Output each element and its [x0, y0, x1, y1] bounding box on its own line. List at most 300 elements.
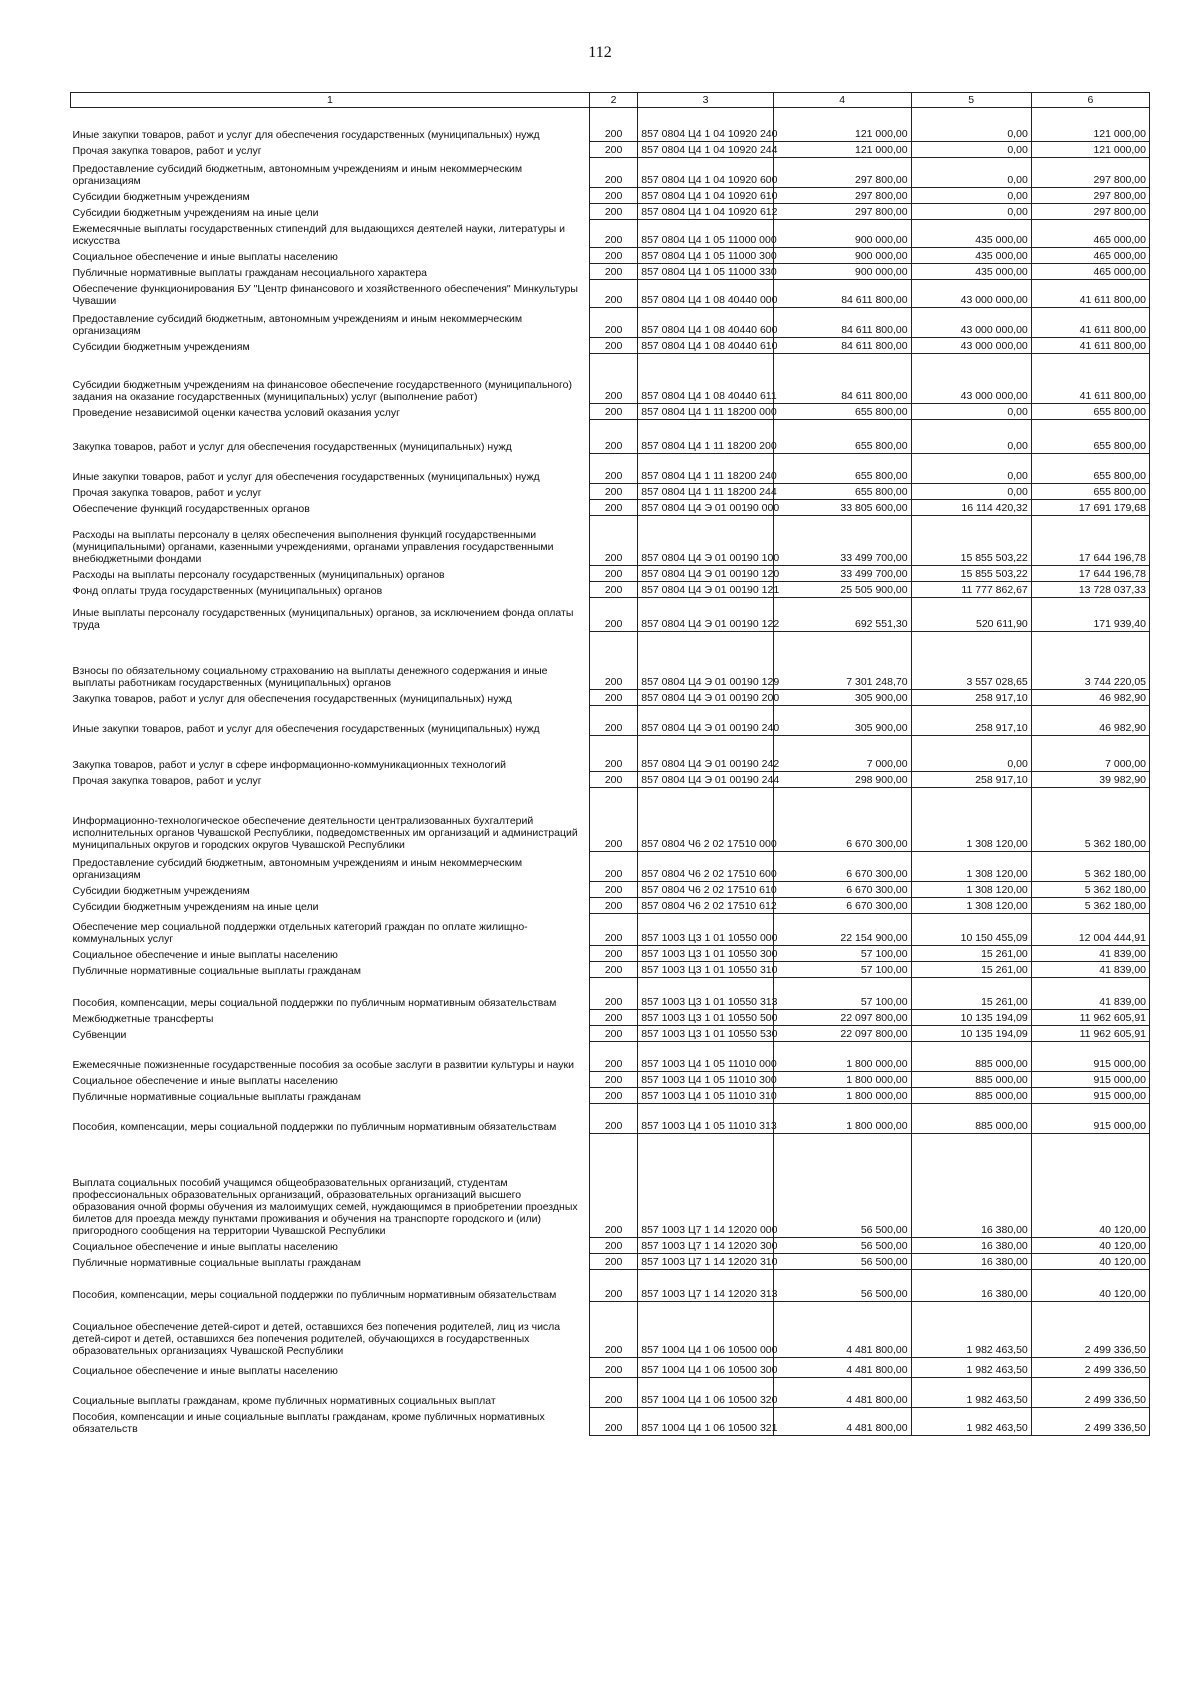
table-row	[71, 1302, 1150, 1358]
row-rz: 200	[589, 690, 637, 706]
row-remaining-amount: 41 611 800,00	[1031, 354, 1149, 404]
row-name: Прочая закупка товаров, работ и услуг	[72, 144, 262, 157]
row-remaining-amount: 40 120,00	[1031, 1254, 1149, 1270]
row-code: 857 0804 Ц4 Э 01 00190 200	[638, 690, 774, 706]
table-row	[71, 690, 1150, 706]
row-executed-amount: 0,00	[911, 736, 1031, 772]
table-row	[71, 946, 1150, 962]
row-code: 857 0804 Ц4 1 05 11000 300	[638, 248, 774, 264]
row-plan-amount: 84 611 800,00	[773, 280, 911, 308]
row-plan-amount: 22 154 900,00	[773, 914, 911, 946]
row-executed-amount: 15 855 503,22	[911, 566, 1031, 582]
table-row	[71, 142, 1150, 158]
row-code: 857 0804 Ц4 1 04 10920 244	[638, 142, 774, 158]
row-rz: 200	[589, 516, 637, 566]
row-name: Социальное обеспечение и иные выплаты населению	[72, 948, 338, 961]
row-remaining-amount: 46 982,90	[1031, 690, 1149, 706]
row-plan-amount: 84 611 800,00	[773, 338, 911, 354]
row-rz: 200	[589, 338, 637, 354]
row-executed-amount: 3 557 028,65	[911, 632, 1031, 690]
row-rz: 200	[589, 852, 637, 882]
row-plan-amount: 298 900,00	[773, 772, 911, 788]
row-code: 857 1003 Ц7 1 14 12020 000	[638, 1134, 774, 1238]
row-name: Прочая закупка товаров, работ и услуг	[72, 486, 262, 499]
row-remaining-amount: 39 982,90	[1031, 772, 1149, 788]
table-row	[71, 354, 1150, 404]
row-name: Расходы на выплаты персоналу в целях обеспечения выполнения функций государственными (муниципальными) органами, казенными учреждениями, органами управления государственными внебюджетными фондами	[72, 528, 554, 565]
row-remaining-amount: 297 800,00	[1031, 188, 1149, 204]
row-remaining-amount: 41 839,00	[1031, 962, 1149, 978]
table-row	[71, 1378, 1150, 1408]
row-executed-amount: 0,00	[911, 108, 1031, 142]
row-name: Публичные нормативные выплаты гражданам несоциального характера	[72, 266, 428, 279]
table-row	[71, 914, 1150, 946]
row-executed-amount: 885 000,00	[911, 1088, 1031, 1104]
row-code: 857 1003 Ц7 1 14 12020 313	[638, 1270, 774, 1302]
row-rz: 200	[589, 962, 637, 978]
row-plan-amount: 6 670 300,00	[773, 882, 911, 898]
row-rz: 200	[589, 1088, 637, 1104]
row-remaining-amount: 2 499 336,50	[1031, 1378, 1149, 1408]
row-rz: 200	[589, 404, 637, 420]
row-name: Проведение независимой оценки качества условий оказания услуг	[72, 406, 400, 419]
row-code: 857 0804 Ц4 1 04 10920 240	[638, 108, 774, 142]
row-rz: 200	[589, 1238, 637, 1254]
row-name: Иные выплаты персоналу государственных (муниципальных) органов, за исключением фонда оплаты труда	[72, 606, 574, 631]
table-row	[71, 454, 1150, 484]
row-remaining-amount: 915 000,00	[1031, 1104, 1149, 1134]
row-remaining-amount: 12 004 444,91	[1031, 914, 1149, 946]
table-row	[71, 500, 1150, 516]
row-executed-amount: 0,00	[911, 204, 1031, 220]
row-executed-amount: 10 150 455,09	[911, 914, 1031, 946]
row-code: 857 1004 Ц4 1 06 10500 320	[638, 1378, 774, 1408]
row-plan-amount: 56 500,00	[773, 1270, 911, 1302]
row-name: Субвенции	[72, 1028, 127, 1041]
row-rz: 200	[589, 946, 637, 962]
row-rz: 200	[589, 914, 637, 946]
row-executed-amount: 16 380,00	[911, 1270, 1031, 1302]
row-name: Предоставление субсидий бюджетным, автономным учреждениям и иным некоммерческим организациям	[72, 312, 523, 337]
column-header-4: 4	[773, 93, 911, 108]
row-rz: 200	[589, 1358, 637, 1378]
row-code: 857 0804 Ч6 2 02 17510 000	[638, 788, 774, 852]
row-executed-amount: 885 000,00	[911, 1042, 1031, 1072]
row-code: 857 0804 Ц4 1 11 18200 200	[638, 420, 774, 454]
row-code: 857 0804 Ц4 1 04 10920 612	[638, 204, 774, 220]
row-rz: 200	[589, 1026, 637, 1042]
row-executed-amount: 258 917,10	[911, 706, 1031, 736]
row-executed-amount: 15 855 503,22	[911, 516, 1031, 566]
column-header-2: 2	[589, 93, 637, 108]
row-name: Социальное обеспечение и иные выплаты населению	[72, 1074, 338, 1087]
row-code: 857 0804 Ц4 Э 01 00190 244	[638, 772, 774, 788]
row-rz: 200	[589, 978, 637, 1010]
row-remaining-amount: 11 962 605,91	[1031, 1026, 1149, 1042]
row-code: 857 0804 Ц4 1 05 11000 000	[638, 220, 774, 248]
row-plan-amount: 33 499 700,00	[773, 566, 911, 582]
row-executed-amount: 43 000 000,00	[911, 308, 1031, 338]
table-row	[71, 1134, 1150, 1238]
table-row	[71, 598, 1150, 632]
row-code: 857 0804 Ц4 1 08 40440 000	[638, 280, 774, 308]
row-remaining-amount: 41 611 800,00	[1031, 338, 1149, 354]
row-remaining-amount: 121 000,00	[1031, 142, 1149, 158]
row-executed-amount: 15 261,00	[911, 962, 1031, 978]
row-rz: 200	[589, 566, 637, 582]
row-plan-amount: 22 097 800,00	[773, 1010, 911, 1026]
row-name: Информационно-технологическое обеспечение деятельности централизованных бухгалтерий исполнительных органов Чувашской Республики, подведомственных им организаций и администраций муниципальных округов и городских округов Чувашской Республики	[72, 814, 578, 851]
row-rz: 200	[589, 706, 637, 736]
row-executed-amount: 0,00	[911, 420, 1031, 454]
row-code: 857 0804 Ц4 1 05 11000 330	[638, 264, 774, 280]
row-remaining-amount: 655 800,00	[1031, 420, 1149, 454]
row-code: 857 0804 Ц4 1 08 40440 611	[638, 354, 774, 404]
table-row	[71, 1072, 1150, 1088]
table-row	[71, 204, 1150, 220]
row-rz: 200	[589, 1134, 637, 1238]
row-executed-amount: 1 982 463,50	[911, 1408, 1031, 1436]
row-plan-amount: 655 800,00	[773, 454, 911, 484]
row-plan-amount: 57 100,00	[773, 946, 911, 962]
table-row	[71, 484, 1150, 500]
row-name: Субсидии бюджетным учреждениям на иные цели	[72, 206, 319, 219]
row-plan-amount: 121 000,00	[773, 108, 911, 142]
row-executed-amount: 1 982 463,50	[911, 1302, 1031, 1358]
row-plan-amount: 6 670 300,00	[773, 788, 911, 852]
row-code: 857 0804 Ц4 Э 01 00190 129	[638, 632, 774, 690]
table-row	[71, 1254, 1150, 1270]
row-plan-amount: 900 000,00	[773, 264, 911, 280]
row-name: Социальные выплаты гражданам, кроме публичных нормативных социальных выплат	[72, 1394, 496, 1407]
table-row	[71, 582, 1150, 598]
row-rz: 200	[589, 1010, 637, 1026]
row-remaining-amount: 297 800,00	[1031, 158, 1149, 188]
row-plan-amount: 56 500,00	[773, 1254, 911, 1270]
column-number-row	[71, 93, 1150, 108]
table-row	[71, 736, 1150, 772]
row-remaining-amount: 655 800,00	[1031, 454, 1149, 484]
row-executed-amount: 43 000 000,00	[911, 280, 1031, 308]
row-code: 857 1003 Ц7 1 14 12020 310	[638, 1254, 774, 1270]
row-executed-amount: 1 308 120,00	[911, 898, 1031, 914]
row-name: Межбюджетные трансферты	[72, 1012, 214, 1025]
row-executed-amount: 16 380,00	[911, 1134, 1031, 1238]
row-remaining-amount: 17 644 196,78	[1031, 566, 1149, 582]
row-plan-amount: 297 800,00	[773, 158, 911, 188]
budget-table	[70, 92, 1150, 1436]
row-remaining-amount: 41 611 800,00	[1031, 280, 1149, 308]
row-executed-amount: 0,00	[911, 158, 1031, 188]
row-rz: 200	[589, 1104, 637, 1134]
row-name: Выплата социальных пособий учащимся общеобразовательных организаций, студентам профессиональных образовательных организаций, образовательных организаций высшего образования очной формы обучения из малоимущих семей, нуждающимся в приобретении проездных билетов для проезда между пунктами проживания и обучения на транспорте городского и (или) пригородного сообщения на территории Чувашской Республики	[72, 1176, 578, 1237]
row-name: Субсидии бюджетным учреждениям	[72, 884, 250, 897]
row-rz: 200	[589, 1270, 637, 1302]
row-plan-amount: 900 000,00	[773, 220, 911, 248]
row-remaining-amount: 46 982,90	[1031, 706, 1149, 736]
row-executed-amount: 43 000 000,00	[911, 338, 1031, 354]
row-plan-amount: 1 800 000,00	[773, 1088, 911, 1104]
row-rz: 200	[589, 484, 637, 500]
row-remaining-amount: 40 120,00	[1031, 1270, 1149, 1302]
row-executed-amount: 15 261,00	[911, 946, 1031, 962]
row-executed-amount: 1 982 463,50	[911, 1378, 1031, 1408]
row-executed-amount: 435 000,00	[911, 264, 1031, 280]
table-row	[71, 220, 1150, 248]
table-row	[71, 404, 1150, 420]
row-remaining-amount: 171 939,40	[1031, 598, 1149, 632]
row-code: 857 0804 Ц4 Э 01 00190 240	[638, 706, 774, 736]
row-code: 857 0804 Ц4 Э 01 00190 122	[638, 598, 774, 632]
row-plan-amount: 7 301 248,70	[773, 632, 911, 690]
row-plan-amount: 4 481 800,00	[773, 1408, 911, 1436]
row-executed-amount: 15 261,00	[911, 978, 1031, 1010]
table-row	[71, 706, 1150, 736]
row-plan-amount: 56 500,00	[773, 1238, 911, 1254]
row-name: Предоставление субсидий бюджетным, автономным учреждениям и иным некоммерческим организациям	[72, 162, 523, 187]
row-code: 857 0804 Ц4 Э 01 00190 121	[638, 582, 774, 598]
row-plan-amount: 6 670 300,00	[773, 852, 911, 882]
row-plan-amount: 33 499 700,00	[773, 516, 911, 566]
row-plan-amount: 4 481 800,00	[773, 1378, 911, 1408]
table-row	[71, 1088, 1150, 1104]
row-executed-amount: 16 380,00	[911, 1254, 1031, 1270]
row-name: Расходы на выплаты персоналу государственных (муниципальных) органов	[72, 568, 445, 581]
row-remaining-amount: 121 000,00	[1031, 108, 1149, 142]
row-remaining-amount: 17 691 179,68	[1031, 500, 1149, 516]
row-rz: 200	[589, 158, 637, 188]
table-row	[71, 280, 1150, 308]
row-code: 857 1004 Ц4 1 06 10500 000	[638, 1302, 774, 1358]
row-plan-amount: 655 800,00	[773, 404, 911, 420]
row-plan-amount: 84 611 800,00	[773, 354, 911, 404]
row-rz: 200	[589, 220, 637, 248]
table-row	[71, 1104, 1150, 1134]
row-code: 857 0804 Ц4 Э 01 00190 100	[638, 516, 774, 566]
row-plan-amount: 305 900,00	[773, 690, 911, 706]
row-name: Публичные нормативные социальные выплаты гражданам	[72, 1256, 361, 1269]
row-code: 857 1003 Ц4 1 05 11010 313	[638, 1104, 774, 1134]
row-remaining-amount: 11 962 605,91	[1031, 1010, 1149, 1026]
row-name: Иные закупки товаров, работ и услуг для обеспечения государственных (муниципальных) нужд	[72, 470, 540, 483]
row-remaining-amount: 915 000,00	[1031, 1042, 1149, 1072]
row-code: 857 0804 Ц4 Э 01 00190 120	[638, 566, 774, 582]
table-row	[71, 788, 1150, 852]
row-rz: 200	[589, 1042, 637, 1072]
column-header-6: 6	[1031, 93, 1149, 108]
table-row	[71, 248, 1150, 264]
row-rz: 200	[589, 204, 637, 220]
row-executed-amount: 885 000,00	[911, 1072, 1031, 1088]
row-name: Субсидии бюджетным учреждениям	[72, 340, 250, 353]
row-name: Социальное обеспечение и иные выплаты населению	[72, 1240, 338, 1253]
row-name: Обеспечение функционирования БУ "Центр финансового и хозяйственного обеспечения" Минкультуры Чувашии	[72, 282, 578, 307]
row-code: 857 1004 Ц4 1 06 10500 300	[638, 1358, 774, 1378]
row-remaining-amount: 41 839,00	[1031, 978, 1149, 1010]
row-remaining-amount: 2 499 336,50	[1031, 1302, 1149, 1358]
row-remaining-amount: 2 499 336,50	[1031, 1358, 1149, 1378]
row-remaining-amount: 7 000,00	[1031, 736, 1149, 772]
row-rz: 200	[589, 882, 637, 898]
row-rz: 200	[589, 420, 637, 454]
row-name: Закупка товаров, работ и услуг в сфере информационно-коммуникационных технологий	[72, 758, 506, 771]
table-row	[71, 978, 1150, 1010]
table-row	[71, 1010, 1150, 1026]
row-code: 857 1003 Ц3 1 01 10550 000	[638, 914, 774, 946]
row-plan-amount: 297 800,00	[773, 204, 911, 220]
row-plan-amount: 4 481 800,00	[773, 1358, 911, 1378]
row-rz: 200	[589, 248, 637, 264]
table-row	[71, 1358, 1150, 1378]
row-rz: 200	[589, 354, 637, 404]
row-code: 857 0804 Ц4 1 08 40440 600	[638, 308, 774, 338]
row-name: Ежемесячные пожизненные государственные пособия за особые заслуги в развитии культуры и науки	[72, 1058, 574, 1071]
table-body	[71, 108, 1150, 1436]
row-plan-amount: 1 800 000,00	[773, 1072, 911, 1088]
row-plan-amount: 57 100,00	[773, 978, 911, 1010]
row-remaining-amount: 40 120,00	[1031, 1134, 1149, 1238]
row-plan-amount: 121 000,00	[773, 142, 911, 158]
row-rz: 200	[589, 308, 637, 338]
row-executed-amount: 0,00	[911, 188, 1031, 204]
row-remaining-amount: 5 362 180,00	[1031, 788, 1149, 852]
row-executed-amount: 0,00	[911, 142, 1031, 158]
table-row	[71, 1408, 1150, 1436]
row-name: Пособия, компенсации, меры социальной поддержки по публичным нормативным обязательствам	[72, 996, 557, 1009]
row-code: 857 1003 Ц4 1 05 11010 300	[638, 1072, 774, 1088]
row-remaining-amount: 297 800,00	[1031, 204, 1149, 220]
table-row	[71, 1042, 1150, 1072]
row-name: Социальное обеспечение детей-сирот и детей, оставшихся без попечения родителей, лиц из числа детей-сирот и детей, оставшихся без попечения родителей, обучающихся в государственных образовательных организациях Чувашской Республики	[72, 1320, 561, 1357]
table-row	[71, 420, 1150, 454]
table-row	[71, 1238, 1150, 1254]
row-remaining-amount: 41 611 800,00	[1031, 308, 1149, 338]
table-row	[71, 108, 1150, 142]
row-executed-amount: 1 308 120,00	[911, 852, 1031, 882]
row-executed-amount: 258 917,10	[911, 690, 1031, 706]
row-rz: 200	[589, 142, 637, 158]
row-plan-amount: 655 800,00	[773, 484, 911, 500]
row-executed-amount: 1 308 120,00	[911, 882, 1031, 898]
row-code: 857 1003 Ц3 1 01 10550 310	[638, 962, 774, 978]
row-plan-amount: 33 805 600,00	[773, 500, 911, 516]
row-executed-amount: 10 135 194,09	[911, 1010, 1031, 1026]
row-executed-amount: 11 777 862,67	[911, 582, 1031, 598]
row-code: 857 0804 Ц4 1 08 40440 610	[638, 338, 774, 354]
row-code: 857 0804 Ц4 Э 01 00190 242	[638, 736, 774, 772]
row-plan-amount: 655 800,00	[773, 420, 911, 454]
row-plan-amount: 4 481 800,00	[773, 1302, 911, 1358]
row-executed-amount: 1 308 120,00	[911, 788, 1031, 852]
table-row	[71, 772, 1150, 788]
row-name: Закупка товаров, работ и услуг для обеспечения государственных (муниципальных) нужд	[72, 692, 512, 705]
row-name: Публичные нормативные социальные выплаты гражданам	[72, 1090, 361, 1103]
row-plan-amount: 56 500,00	[773, 1134, 911, 1238]
row-rz: 200	[589, 108, 637, 142]
row-plan-amount: 84 611 800,00	[773, 308, 911, 338]
row-plan-amount: 900 000,00	[773, 248, 911, 264]
row-executed-amount: 520 611,90	[911, 598, 1031, 632]
table-row	[71, 566, 1150, 582]
row-plan-amount: 297 800,00	[773, 188, 911, 204]
row-rz: 200	[589, 280, 637, 308]
table-row	[71, 1270, 1150, 1302]
row-remaining-amount: 5 362 180,00	[1031, 852, 1149, 882]
table-row	[71, 852, 1150, 882]
row-executed-amount: 0,00	[911, 454, 1031, 484]
row-code: 857 1003 Ц3 1 01 10550 300	[638, 946, 774, 962]
row-executed-amount: 10 135 194,09	[911, 1026, 1031, 1042]
row-name: Закупка товаров, работ и услуг для обеспечения государственных (муниципальных) нужд	[72, 440, 512, 453]
page-number: 112	[588, 44, 612, 61]
row-rz: 200	[589, 264, 637, 280]
row-code: 857 1003 Ц7 1 14 12020 300	[638, 1238, 774, 1254]
row-code: 857 0804 Ц4 1 11 18200 000	[638, 404, 774, 420]
table-row	[71, 308, 1150, 338]
table-row	[71, 516, 1150, 566]
row-rz: 200	[589, 788, 637, 852]
row-plan-amount: 7 000,00	[773, 736, 911, 772]
row-rz: 200	[589, 772, 637, 788]
row-rz: 200	[589, 632, 637, 690]
row-code: 857 0804 Ц4 1 11 18200 244	[638, 484, 774, 500]
row-remaining-amount: 5 362 180,00	[1031, 898, 1149, 914]
table-row	[71, 962, 1150, 978]
row-remaining-amount: 2 499 336,50	[1031, 1408, 1149, 1436]
row-code: 857 0804 Ц4 1 11 18200 240	[638, 454, 774, 484]
row-executed-amount: 435 000,00	[911, 248, 1031, 264]
row-rz: 200	[589, 598, 637, 632]
row-rz: 200	[589, 454, 637, 484]
row-name: Обеспечение функций государственных органов	[72, 502, 310, 515]
row-name: Субсидии бюджетным учреждениям	[72, 190, 250, 203]
row-remaining-amount: 915 000,00	[1031, 1072, 1149, 1088]
row-remaining-amount: 3 744 220,05	[1031, 632, 1149, 690]
row-plan-amount: 25 505 900,00	[773, 582, 911, 598]
row-remaining-amount: 655 800,00	[1031, 404, 1149, 420]
row-code: 857 1003 Ц3 1 01 10550 530	[638, 1026, 774, 1042]
row-name: Пособия, компенсации и иные социальные выплаты гражданам, кроме публичных нормативных обязательств	[72, 1410, 545, 1435]
column-header-3: 3	[638, 93, 774, 108]
row-name: Субсидии бюджетным учреждениям на иные цели	[72, 900, 319, 913]
row-remaining-amount: 40 120,00	[1031, 1238, 1149, 1254]
row-name: Обеспечение мер социальной поддержки отдельных категорий граждан по оплате жилищно-коммунальных услуг	[72, 920, 528, 945]
row-remaining-amount: 465 000,00	[1031, 248, 1149, 264]
column-header-5: 5	[911, 93, 1031, 108]
row-plan-amount: 692 551,30	[773, 598, 911, 632]
row-name: Прочая закупка товаров, работ и услуг	[72, 774, 262, 787]
row-name: Ежемесячные выплаты государственных стипендий для выдающихся деятелей науки, литературы и искусства	[72, 222, 566, 247]
row-rz: 200	[589, 1302, 637, 1358]
table-row	[71, 898, 1150, 914]
table-row	[71, 882, 1150, 898]
row-name: Публичные нормативные социальные выплаты гражданам	[72, 964, 361, 977]
row-rz: 200	[589, 1378, 637, 1408]
row-executed-amount: 0,00	[911, 484, 1031, 500]
row-name: Пособия, компенсации, меры социальной поддержки по публичным нормативным обязательствам	[72, 1120, 557, 1133]
table-row	[71, 158, 1150, 188]
row-rz: 200	[589, 188, 637, 204]
row-code: 857 0804 Ц4 Э 01 00190 000	[638, 500, 774, 516]
table-row	[71, 632, 1150, 690]
row-executed-amount: 16 380,00	[911, 1238, 1031, 1254]
row-rz: 200	[589, 1254, 637, 1270]
row-code: 857 0804 Ч6 2 02 17510 612	[638, 898, 774, 914]
table-row	[71, 1026, 1150, 1042]
row-remaining-amount: 465 000,00	[1031, 264, 1149, 280]
row-name: Предоставление субсидий бюджетным, автономным учреждениям и иным некоммерческим организациям	[72, 856, 523, 881]
row-executed-amount: 258 917,10	[911, 772, 1031, 788]
